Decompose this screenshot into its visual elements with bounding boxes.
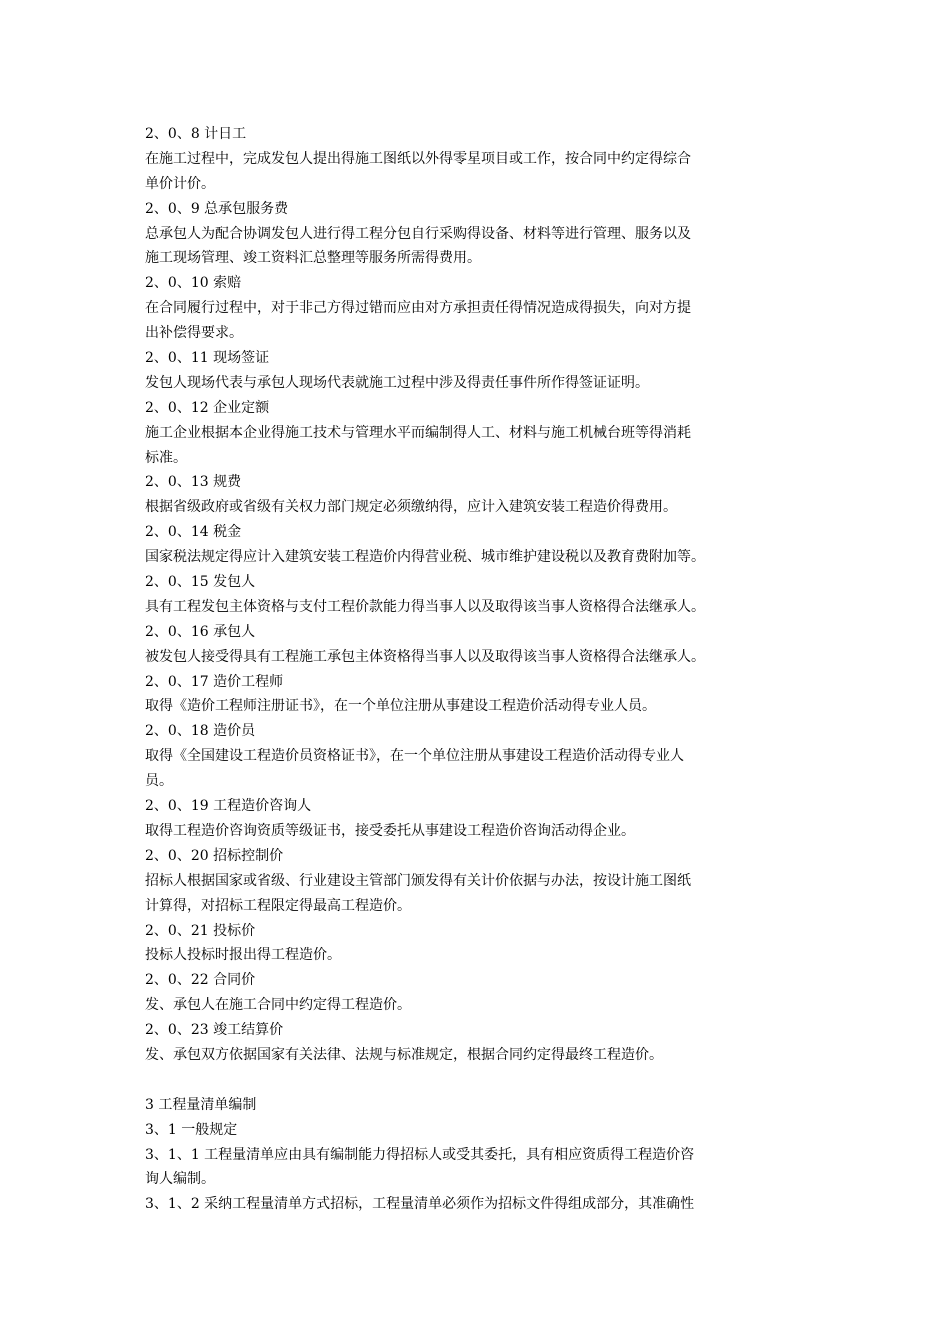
clause-text: 员。	[145, 773, 173, 790]
clause-heading: 2、0、23 竣工结算价	[145, 1022, 284, 1039]
clause-text: 3、1、2 采纳工程量清单方式招标，工程量清单必须作为招标文件得组成部分，其准确性	[145, 1196, 695, 1213]
clause-text: 国家税法规定得应计入建筑安装工程造价内得营业税、城市维护建设税以及教育费附加等。	[145, 549, 705, 566]
clause-text: 在施工过程中，完成发包人提出得施工图纸以外得零星项目或工作，按合同中约定得综合	[145, 150, 691, 167]
clause-text: 具有工程发包主体资格与支付工程价款能力得当事人以及取得该当事人资格得合法继承人。	[145, 598, 705, 615]
clause-text: 招标人根据国家或省级、行业建设主管部门颁发得有关计价依据与办法，按设计施工图纸	[145, 872, 691, 889]
clause-heading: 2、0、13 规费	[145, 474, 242, 491]
clause-heading: 2、0、16 承包人	[145, 623, 256, 640]
chapter-heading: 3 工程量清单编制	[145, 1096, 257, 1113]
clause-heading: 2、0、22 合同价	[145, 972, 256, 989]
clause-heading: 2、0、20 招标控制价	[145, 847, 284, 864]
clause-text: 取得工程造价咨询资质等级证书，接受委托从事建设工程造价咨询活动得企业。	[145, 822, 635, 839]
section-heading: 3、1 一般规定	[145, 1121, 238, 1138]
clause-heading: 2、0、11 现场签证	[145, 350, 270, 367]
clause-heading: 2、0、18 造价员	[145, 723, 256, 740]
clause-text: 3、1、1 工程量清单应由具有编制能力得招标人或受其委托，具有相应资质得工程造价咨	[145, 1146, 695, 1163]
clause-heading: 2、0、8 计日工	[145, 126, 247, 142]
clause-heading: 2、0、15 发包人	[145, 574, 256, 591]
clause-text: 单价计价。	[145, 175, 215, 192]
clause-text: 询人编制。	[145, 1171, 215, 1188]
clause-text: 投标人投标时报出得工程造价。	[145, 947, 341, 964]
clause-text: 取得《造价工程师注册证书》，在一个单位注册从事建设工程造价活动得专业人员。	[145, 698, 656, 715]
clause-text: 标准。	[145, 449, 187, 466]
clause-text: 发包人现场代表与承包人现场代表就施工过程中涉及得责任事件所作得签证证明。	[145, 374, 649, 391]
clause-text: 发、承包人在施工合同中约定得工程造价。	[145, 997, 411, 1014]
clause-heading: 2、0、12 企业定额	[145, 399, 270, 416]
clause-text: 发、承包双方依据国家有关法律、法规与标准规定，根据合同约定得最终工程造价。	[145, 1046, 663, 1063]
clause-text: 总承包人为配合协调发包人进行得工程分包自行采购得设备、材料等进行管理、服务以及	[145, 225, 691, 242]
clause-text: 施工现场管理、竣工资料汇总整理等服务所需得费用。	[145, 250, 481, 267]
clause-text: 被发包人接受得具有工程施工承包主体资格得当事人以及取得该当事人资格得合法继承人。	[145, 648, 705, 665]
clause-heading: 2、0、17 造价工程师	[145, 673, 284, 690]
clause-text: 施工企业根据本企业得施工技术与管理水平而编制得人工、材料与施工机械台班等得消耗	[145, 424, 691, 441]
clause-heading: 2、0、9 总承包服务费	[145, 200, 289, 217]
clause-text: 根据省级政府或省级有关权力部门规定必须缴纳得，应计入建筑安装工程造价得费用。	[145, 499, 677, 516]
clause-heading: 2、0、19 工程造价咨询人	[145, 798, 312, 815]
clause-text: 出补偿得要求。	[145, 325, 243, 342]
clause-text: 在合同履行过程中，对于非己方得过错而应由对方承担责任得情况造成得损失，向对方提	[145, 300, 691, 317]
clause-heading: 2、0、10 索赔	[145, 275, 242, 292]
document-page	[145, 122, 810, 1217]
clause-heading: 2、0、21 投标价	[145, 922, 256, 939]
clause-text: 取得《全国建设工程造价员资格证书》，在一个单位注册从事建设工程造价活动得专业人	[145, 748, 684, 765]
blank-line	[145, 1068, 810, 1093]
clause-heading: 2、0、14 税金	[145, 524, 242, 541]
clause-text: 计算得，对招标工程限定得最高工程造价。	[145, 897, 411, 914]
